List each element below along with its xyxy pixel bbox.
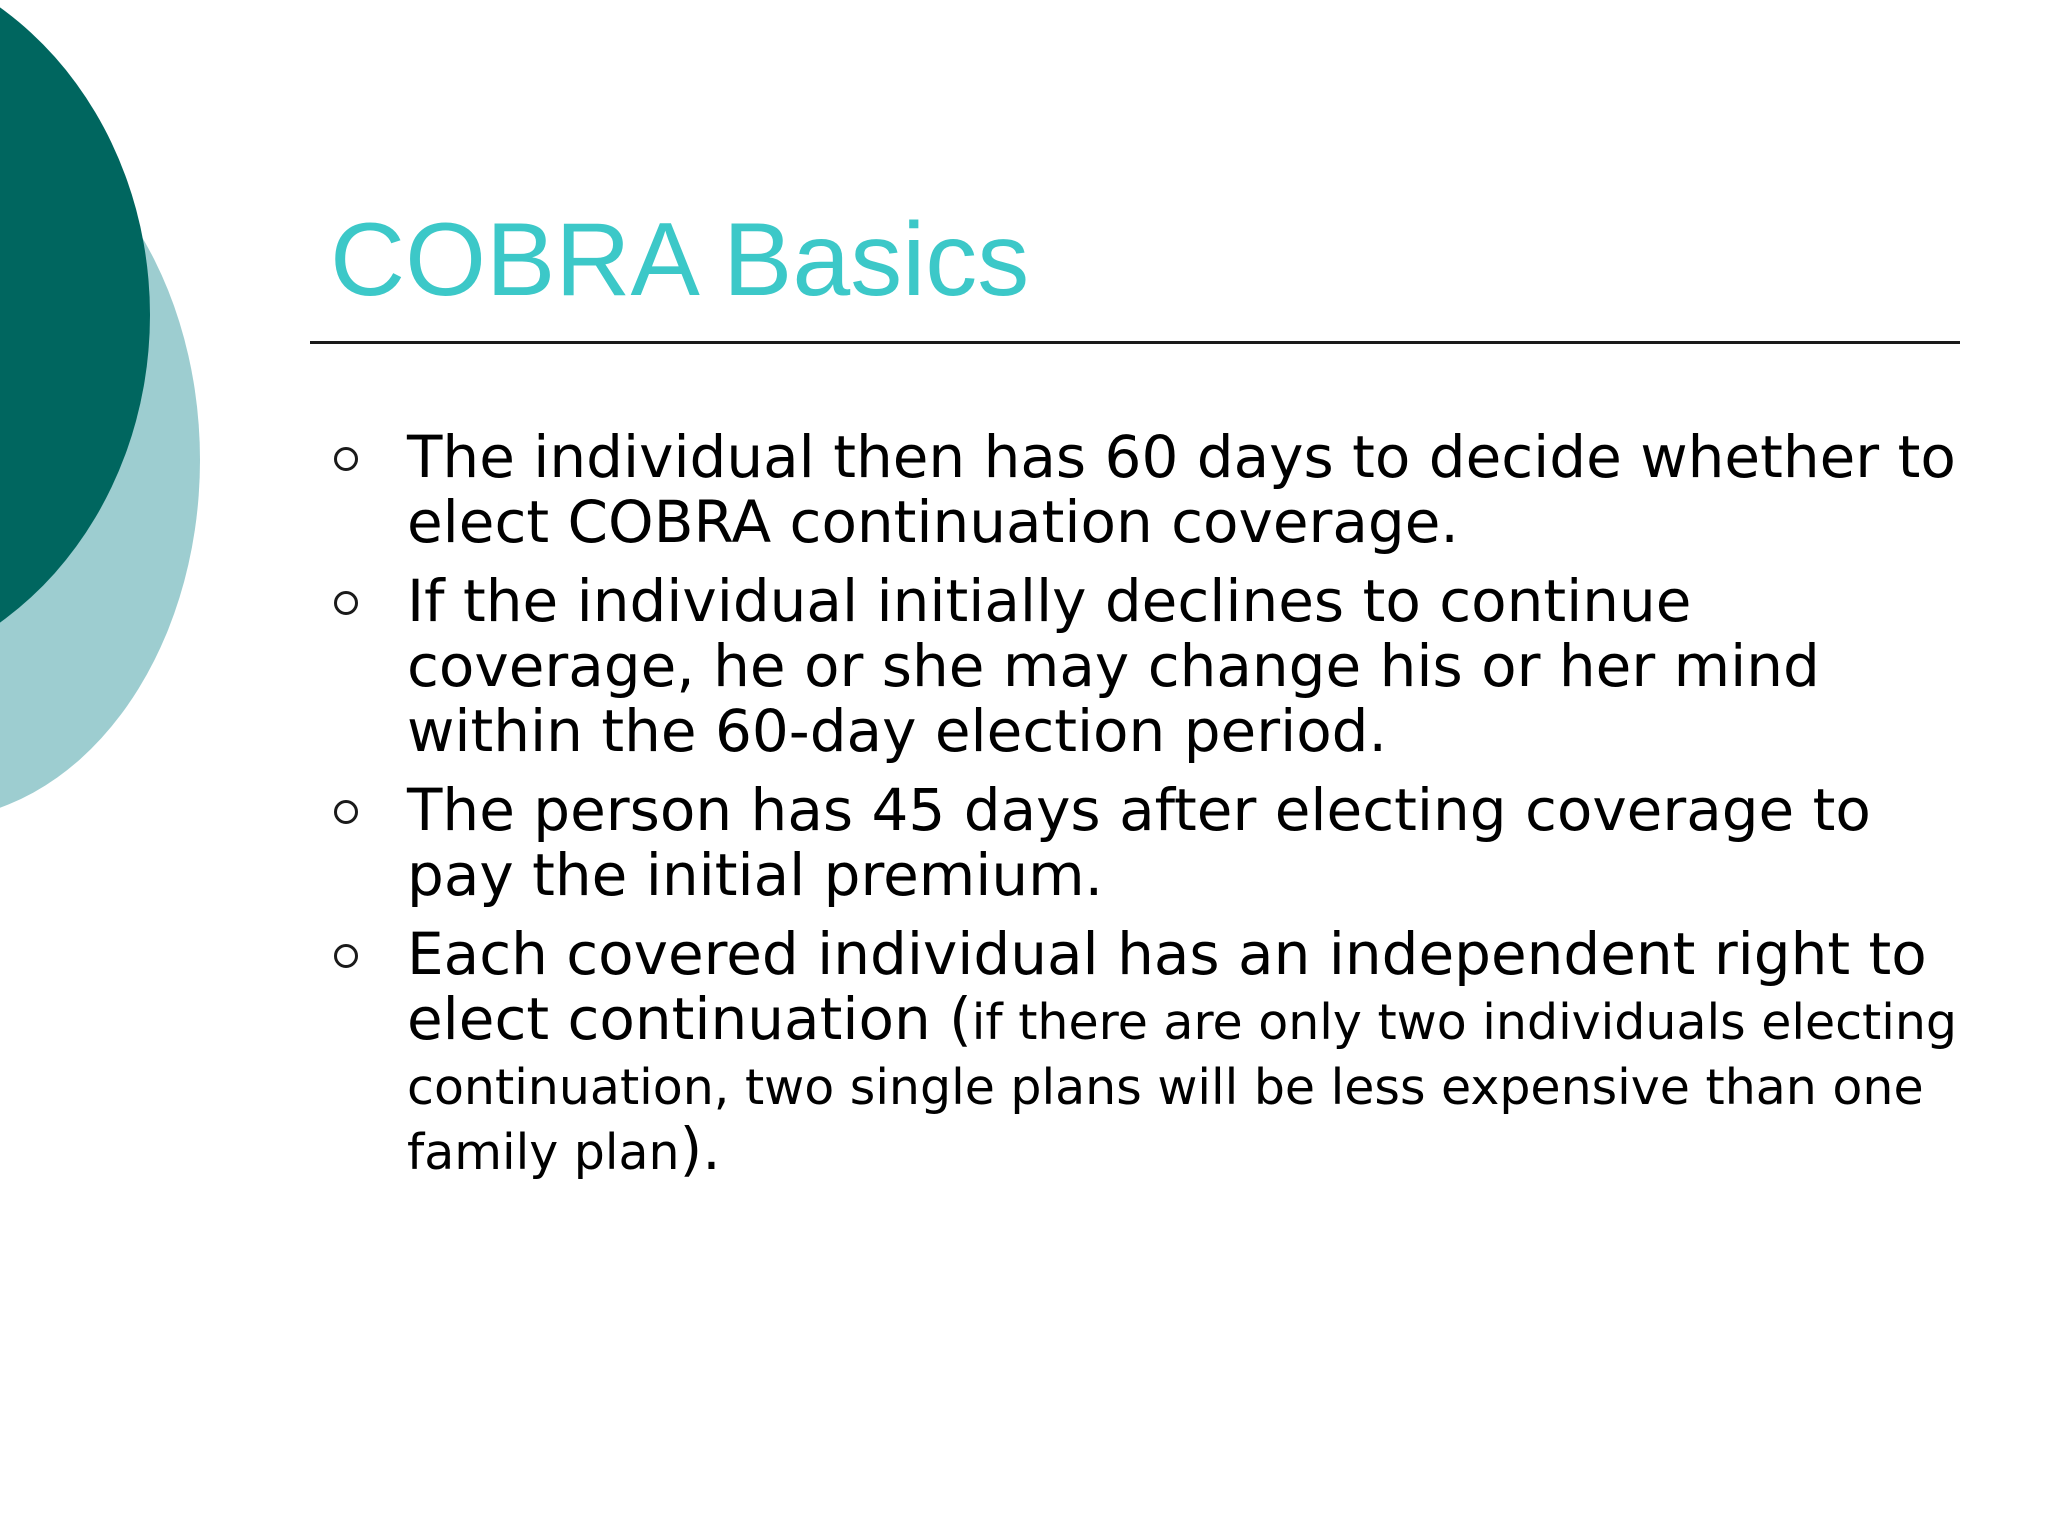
slide-title: COBRA Basics <box>330 202 1030 318</box>
hollow-circle-bullet-icon <box>334 591 358 615</box>
title-divider <box>310 341 1960 344</box>
bullet-text: If the individual initially declines to continue coverage, he or she may change his or her mind within the 60-day election period. <box>407 567 1820 765</box>
bullet-suffix-text: ). <box>679 1115 721 1183</box>
bullet-list <box>330 425 1980 1196</box>
bullet-item-2 <box>330 569 1980 764</box>
bullet-item-3 <box>330 778 1980 908</box>
bullet-parenthetical-text: if there are only two individuals electing continuation, two single plans will be less expensive than one family plan <box>407 994 1958 1181</box>
bullet-text: Each covered individual has an independent right to elect continuation ( <box>407 920 1927 1053</box>
bullet-text: The individual then has 60 days to decide whether to elect COBRA continuation coverage. <box>407 423 1956 556</box>
hollow-circle-bullet-icon <box>334 944 358 968</box>
bullet-item-4 <box>330 922 1980 1182</box>
bullet-item-1 <box>330 425 1980 555</box>
hollow-circle-bullet-icon <box>334 447 358 471</box>
bullet-text: The person has 45 days after electing coverage to pay the initial premium. <box>407 776 1871 909</box>
hollow-circle-bullet-icon <box>334 800 358 824</box>
